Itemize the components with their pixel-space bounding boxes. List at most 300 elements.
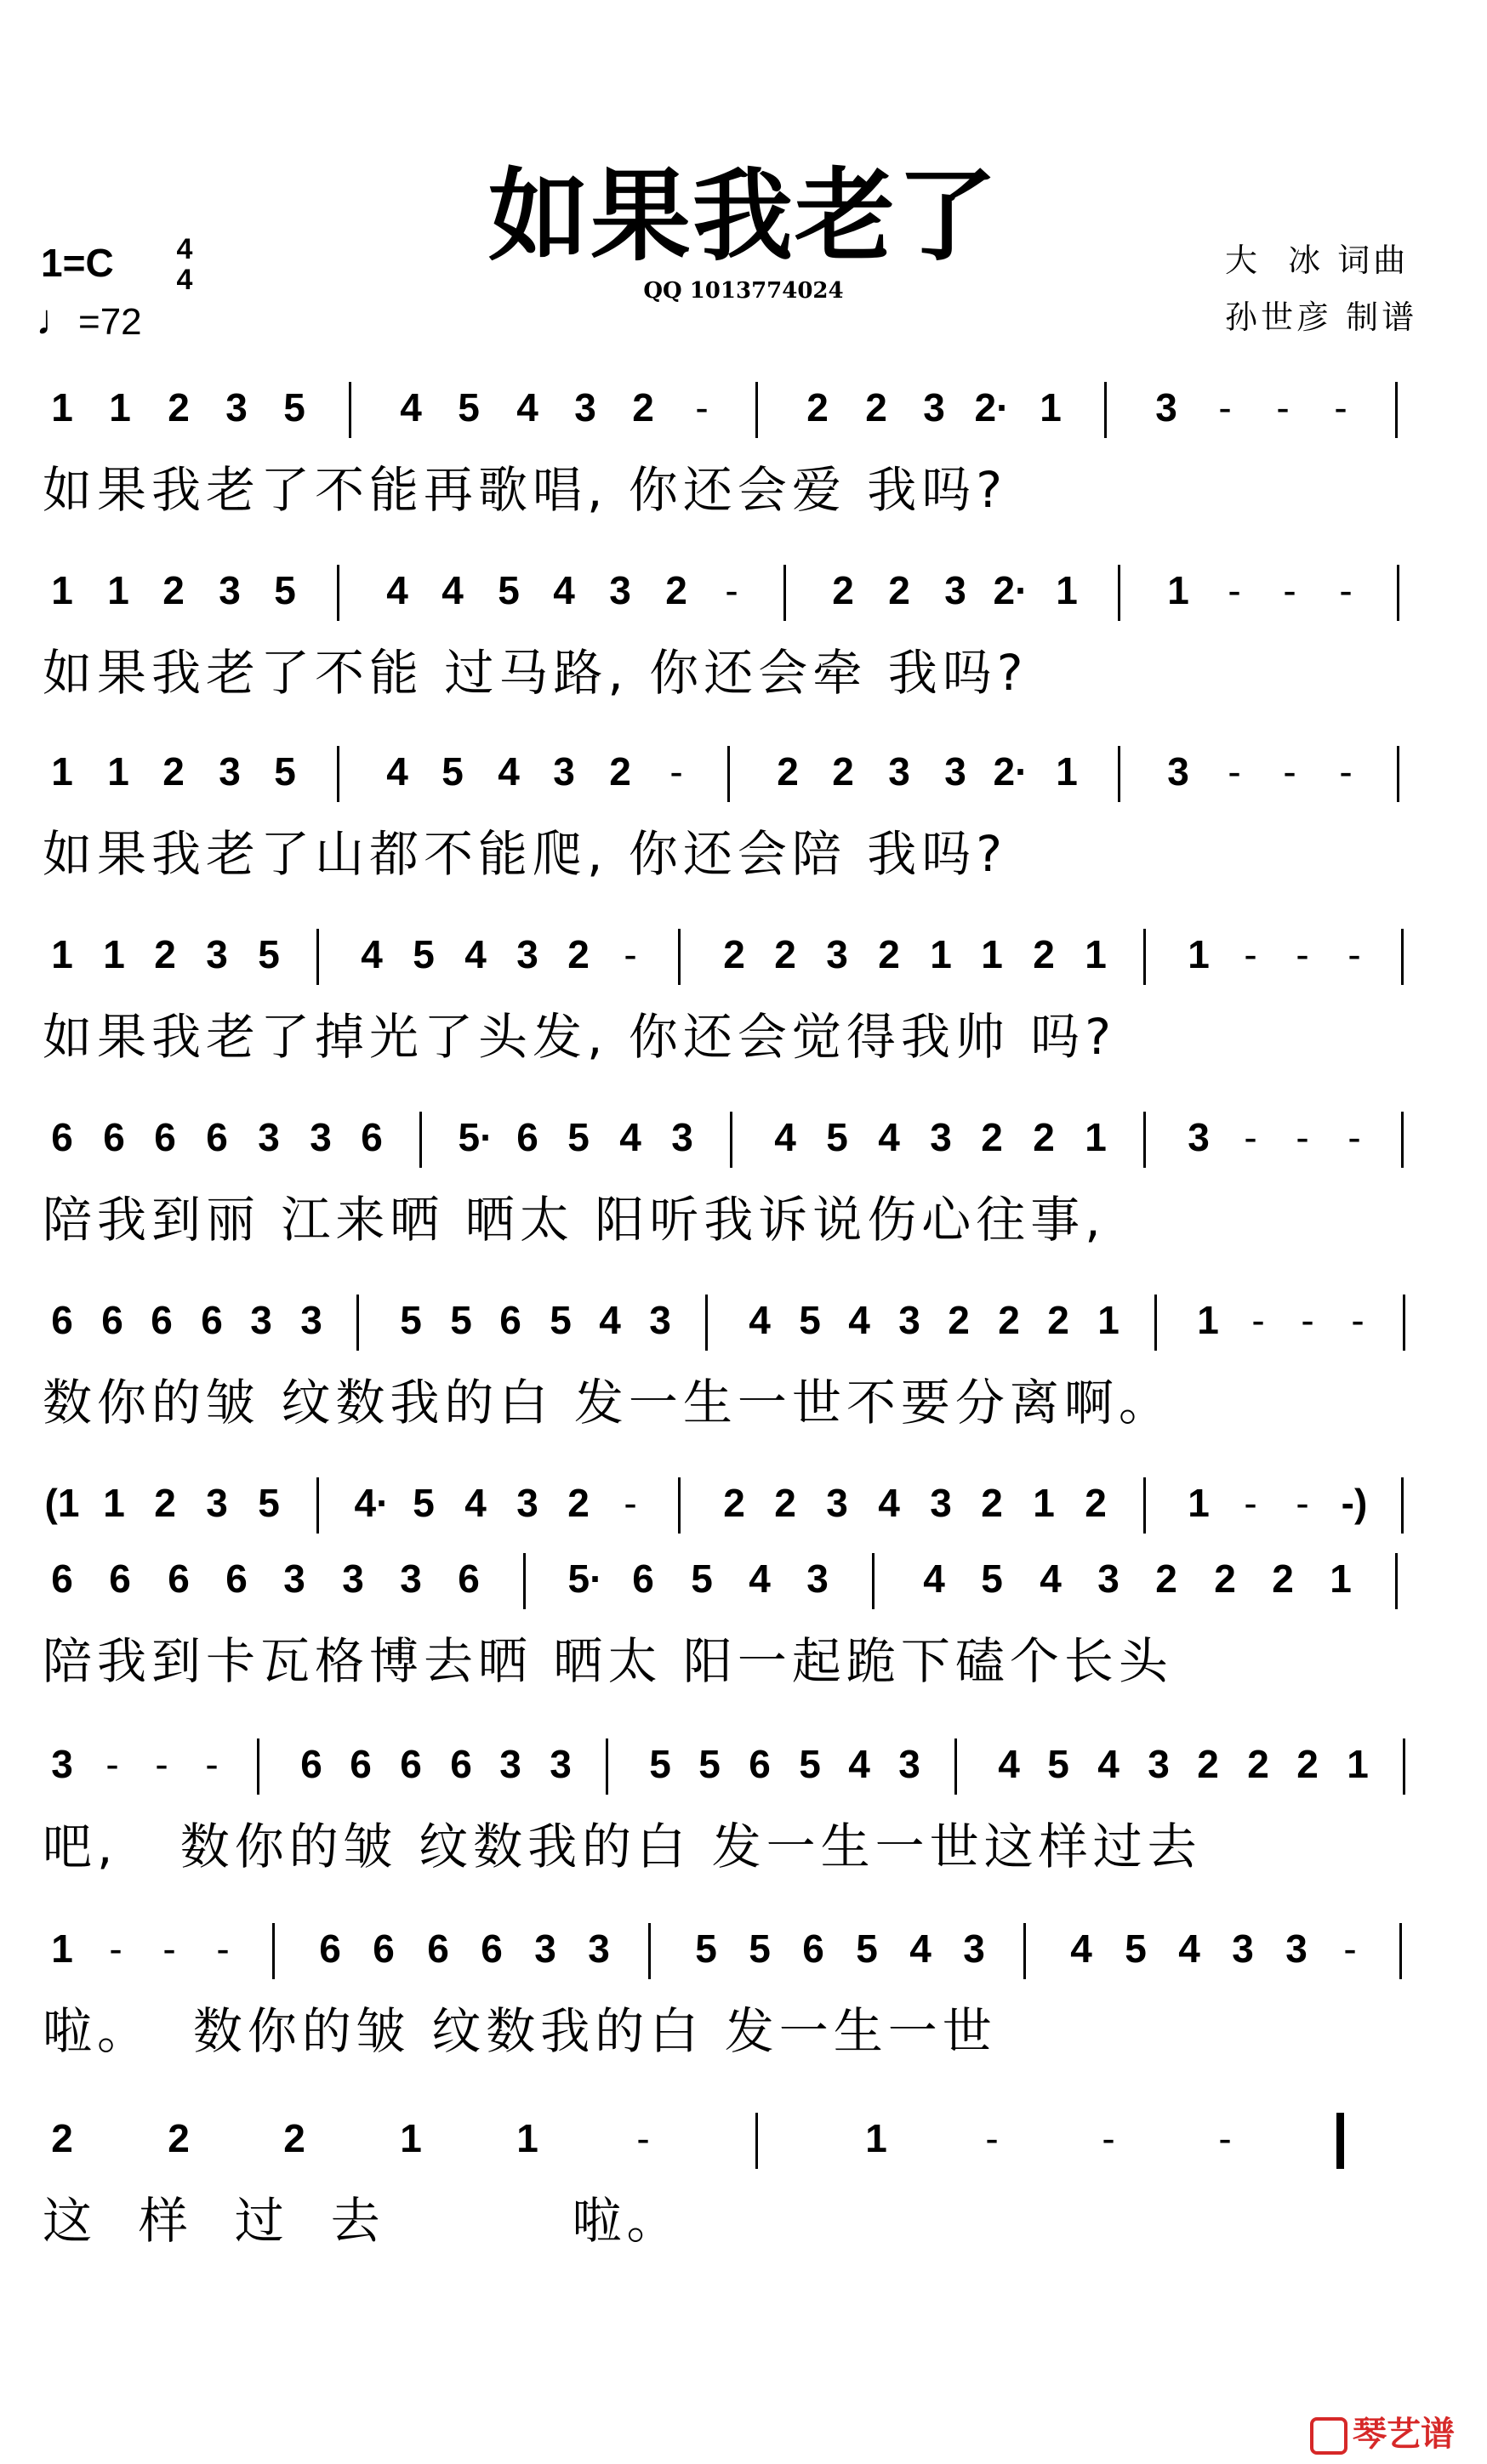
barline bbox=[1399, 1923, 1402, 1979]
barline bbox=[337, 746, 339, 802]
note: 2 bbox=[774, 932, 796, 976]
note: 6 bbox=[350, 1742, 372, 1786]
note: 1 bbox=[1197, 1298, 1219, 1342]
barline bbox=[755, 382, 758, 438]
barline bbox=[954, 1738, 957, 1795]
note: 6 bbox=[168, 1556, 190, 1601]
lyrics-text: 吧, 数你的皱 纹数我的白 发一生一世这样过去 bbox=[43, 1818, 1202, 1875]
note: 5 bbox=[799, 1742, 821, 1786]
note: 3 bbox=[574, 385, 596, 430]
note: 6 bbox=[225, 1556, 248, 1601]
note: 3 bbox=[826, 1481, 848, 1525]
lyrics-text: 如果我老了不能 过马路, 你还会牵 我吗? bbox=[43, 644, 1028, 702]
note: 6 bbox=[373, 1926, 395, 1971]
note: 3 bbox=[806, 1556, 829, 1601]
sustain-dash: - bbox=[624, 932, 637, 976]
note: 5 bbox=[698, 1742, 721, 1786]
sustain-dash: - bbox=[725, 568, 738, 612]
barline bbox=[419, 1112, 422, 1168]
note: 1 bbox=[1033, 1481, 1055, 1525]
note: 5 bbox=[799, 1298, 821, 1342]
sustain-dash: - bbox=[1276, 385, 1290, 430]
note: 1 bbox=[400, 2116, 422, 2160]
note: 6 bbox=[427, 1926, 449, 1971]
barline bbox=[1118, 746, 1120, 802]
note: 1 bbox=[930, 932, 952, 976]
note: 3 bbox=[898, 1298, 920, 1342]
note: 6 bbox=[361, 1115, 383, 1159]
note: 6 bbox=[206, 1115, 228, 1159]
note: 3 bbox=[206, 932, 228, 976]
notes-row bbox=[43, 561, 1472, 629]
note: 6 bbox=[101, 1298, 123, 1342]
notes-row bbox=[43, 378, 1472, 447]
time-signature bbox=[170, 234, 199, 295]
note: 3 bbox=[300, 1298, 322, 1342]
note: 5 bbox=[1047, 1742, 1069, 1786]
note: 5 bbox=[413, 1481, 435, 1525]
barline bbox=[783, 565, 786, 621]
barline bbox=[316, 929, 319, 985]
sustain-dash: - bbox=[695, 385, 709, 430]
note: 3 bbox=[1155, 385, 1177, 430]
note: 2 bbox=[774, 1481, 796, 1525]
note: 4 bbox=[998, 1742, 1020, 1786]
note: 5 bbox=[274, 568, 296, 612]
note: 5 bbox=[413, 932, 435, 976]
barline bbox=[1104, 382, 1107, 438]
note: 5 bbox=[258, 1481, 280, 1525]
note: 6 bbox=[450, 1742, 472, 1786]
note: 4 bbox=[1040, 1556, 1062, 1601]
barline bbox=[1401, 1477, 1404, 1534]
notes-row bbox=[43, 1735, 1472, 1803]
barline bbox=[349, 382, 351, 438]
note: 6 bbox=[458, 1556, 480, 1601]
note: 6 bbox=[201, 1298, 223, 1342]
note: 3 bbox=[553, 749, 575, 794]
note: 1 bbox=[109, 385, 131, 430]
note: 3 bbox=[1232, 1926, 1254, 1971]
note: 3 bbox=[534, 1926, 556, 1971]
barline bbox=[523, 1553, 526, 1609]
note: 1 bbox=[107, 749, 129, 794]
note: 2 bbox=[1155, 1556, 1177, 1601]
tempo-value: =72 bbox=[78, 301, 142, 343]
barline bbox=[1397, 746, 1399, 802]
note: 2 bbox=[51, 2116, 73, 2160]
note: 5 bbox=[567, 1115, 590, 1159]
note: 1 bbox=[51, 749, 73, 794]
note: 2 bbox=[567, 1481, 590, 1525]
note: 1 bbox=[1188, 1481, 1210, 1525]
sustain-dash: - bbox=[1283, 568, 1296, 612]
note: 6 bbox=[749, 1742, 771, 1786]
note: 1 bbox=[51, 1926, 73, 1971]
note: 5 bbox=[856, 1926, 878, 1971]
note: 5 bbox=[826, 1115, 848, 1159]
note: -) bbox=[1341, 1481, 1368, 1525]
final-barline bbox=[1336, 2113, 1344, 2169]
sustain-dash: - bbox=[1339, 749, 1353, 794]
logo-text: 琴艺谱 bbox=[1353, 2415, 1455, 2454]
note: 5 bbox=[1125, 1926, 1147, 1971]
note: 5 bbox=[649, 1742, 671, 1786]
note: 3 bbox=[963, 1926, 985, 1971]
lyrics-row bbox=[43, 2191, 1472, 2259]
note: 2 bbox=[162, 568, 185, 612]
note: 5 bbox=[695, 1926, 717, 1971]
note: 2 bbox=[1247, 1742, 1269, 1786]
note: 2 bbox=[1033, 1115, 1055, 1159]
note: 3 bbox=[550, 1742, 572, 1786]
note: 5 bbox=[749, 1926, 771, 1971]
barline bbox=[1118, 565, 1120, 621]
barline bbox=[678, 1477, 681, 1534]
note: 5 bbox=[274, 749, 296, 794]
barline bbox=[1143, 929, 1146, 985]
note: 3 bbox=[206, 1481, 228, 1525]
lyrics-row bbox=[43, 643, 1472, 711]
note: 2 bbox=[1296, 1742, 1319, 1786]
barline bbox=[257, 1738, 259, 1795]
note: 2 bbox=[1085, 1481, 1107, 1525]
note: 1 bbox=[1040, 385, 1062, 430]
note: 1 bbox=[516, 2116, 538, 2160]
note: 1 bbox=[1167, 568, 1189, 612]
note: 5 bbox=[691, 1556, 713, 1601]
meter-top: 4 bbox=[176, 233, 193, 265]
note: 3 bbox=[516, 932, 538, 976]
note: 4 bbox=[599, 1298, 621, 1342]
notes-row bbox=[43, 1291, 1472, 1359]
notes-row bbox=[43, 2109, 1472, 2177]
note: 4 bbox=[774, 1115, 796, 1159]
note: 6 bbox=[109, 1556, 131, 1601]
note: 2 bbox=[168, 385, 190, 430]
lyrics-row bbox=[43, 1373, 1472, 1441]
note: 1 bbox=[107, 568, 129, 612]
note: 2· bbox=[974, 385, 1010, 430]
lyrics-row bbox=[43, 824, 1472, 892]
note: 2 bbox=[981, 1115, 1003, 1159]
note: 3 bbox=[888, 749, 910, 794]
note: 2 bbox=[998, 1298, 1020, 1342]
song-title: 如果我老了 bbox=[487, 157, 999, 275]
note: 2 bbox=[154, 1481, 176, 1525]
lyrics-row bbox=[43, 460, 1472, 528]
note: 3 bbox=[225, 385, 248, 430]
note: 4 bbox=[878, 1115, 900, 1159]
note: 2 bbox=[665, 568, 687, 612]
note: 1 bbox=[1056, 568, 1078, 612]
note: 3 bbox=[649, 1298, 671, 1342]
barline bbox=[1403, 1295, 1405, 1351]
sustain-dash: - bbox=[1283, 749, 1296, 794]
sustain-dash: - bbox=[669, 749, 683, 794]
notes-row bbox=[43, 1550, 1472, 1618]
lyrics-text: 陪我到卡瓦格博去晒 晒太 阳一起跪下磕个长头 bbox=[43, 1632, 1173, 1690]
sustain-dash: - bbox=[636, 2116, 650, 2160]
credit-lyrics-music: 大 冰 词曲 bbox=[1225, 242, 1410, 279]
barline bbox=[337, 565, 339, 621]
note: 4· bbox=[354, 1481, 390, 1525]
note: 2 bbox=[806, 385, 829, 430]
note: 3 bbox=[51, 1742, 73, 1786]
note: 3 bbox=[219, 568, 241, 612]
note: 2 bbox=[832, 749, 854, 794]
note: 6 bbox=[516, 1115, 538, 1159]
note: 3 bbox=[516, 1481, 538, 1525]
note: 1 bbox=[1347, 1742, 1369, 1786]
note: 5 bbox=[498, 568, 520, 612]
sustain-dash: - bbox=[985, 2116, 999, 2160]
note: 1 bbox=[1056, 749, 1078, 794]
barline bbox=[1401, 929, 1404, 985]
note: 4 bbox=[1097, 1742, 1120, 1786]
notes-row bbox=[43, 743, 1472, 811]
note: 4 bbox=[1178, 1926, 1200, 1971]
lyrics-text: 如果我老了掉光了头发, 你还会觉得我帅 吗? bbox=[43, 1008, 1117, 1066]
tempo-marking bbox=[36, 295, 142, 344]
sustain-dash: - bbox=[205, 1742, 219, 1786]
note: 4 bbox=[749, 1298, 771, 1342]
note: 5 bbox=[981, 1556, 1003, 1601]
sustain-dash: - bbox=[105, 1742, 119, 1786]
lyrics-text: 如果我老了不能再歌唱, 你还会爱 我吗? bbox=[43, 461, 1008, 519]
note: 2 bbox=[723, 932, 745, 976]
note: 1 bbox=[981, 932, 1003, 976]
note: 4 bbox=[498, 749, 520, 794]
sustain-dash: - bbox=[1296, 1115, 1309, 1159]
sustain-dash: - bbox=[624, 1481, 637, 1525]
barline bbox=[727, 746, 730, 802]
note: 4 bbox=[553, 568, 575, 612]
note: 2 bbox=[609, 749, 631, 794]
note: 1 bbox=[1085, 1115, 1107, 1159]
note: 5 bbox=[283, 385, 305, 430]
note: 1 bbox=[103, 1481, 125, 1525]
barline bbox=[316, 1477, 319, 1534]
note: 6 bbox=[802, 1926, 824, 1971]
lyrics-row bbox=[43, 1007, 1472, 1075]
note: 3 bbox=[671, 1115, 693, 1159]
note: 4 bbox=[400, 385, 422, 430]
note: 3 bbox=[923, 385, 945, 430]
note: 1 bbox=[1085, 932, 1107, 976]
note: 2 bbox=[777, 749, 799, 794]
note: 6 bbox=[400, 1742, 422, 1786]
sustain-dash: - bbox=[1347, 932, 1361, 976]
note: (1 bbox=[44, 1481, 80, 1525]
note: 6 bbox=[300, 1742, 322, 1786]
note: 2 bbox=[1272, 1556, 1294, 1601]
note: 3 bbox=[930, 1481, 952, 1525]
note: 3 bbox=[1188, 1115, 1210, 1159]
notes-row bbox=[43, 1108, 1472, 1176]
barline bbox=[678, 929, 681, 985]
lyrics-row bbox=[43, 1190, 1472, 1258]
note: 3 bbox=[499, 1742, 521, 1786]
note: 2· bbox=[993, 568, 1028, 612]
sustain-dash: - bbox=[1339, 568, 1353, 612]
note: 5 bbox=[258, 932, 280, 976]
notes-row bbox=[43, 1920, 1472, 1988]
note: 4 bbox=[464, 1481, 487, 1525]
note: 5 bbox=[450, 1298, 472, 1342]
note: 3 bbox=[944, 568, 966, 612]
note: 3 bbox=[400, 1556, 422, 1601]
sustain-dash: - bbox=[1296, 1481, 1309, 1525]
note: 1 bbox=[1188, 932, 1210, 976]
note: 2 bbox=[888, 568, 910, 612]
note: 3 bbox=[219, 749, 241, 794]
lyrics-row bbox=[43, 2001, 1472, 2069]
note: 4 bbox=[1070, 1926, 1092, 1971]
qq-number: QQ 1013774024 bbox=[643, 278, 844, 304]
note: 2 bbox=[1033, 932, 1055, 976]
barline bbox=[606, 1738, 608, 1795]
sustain-dash: - bbox=[109, 1926, 122, 1971]
note: 4 bbox=[923, 1556, 945, 1601]
barline bbox=[872, 1553, 875, 1609]
note: 6 bbox=[154, 1115, 176, 1159]
note: 4 bbox=[386, 749, 408, 794]
note: 4 bbox=[464, 932, 487, 976]
note: 1 bbox=[51, 385, 73, 430]
sustain-dash: - bbox=[1351, 1298, 1365, 1342]
note: 2 bbox=[723, 1481, 745, 1525]
lyrics-text: 陪我到丽 江来晒 晒太 阳听我诉说伤心往事, bbox=[43, 1191, 1106, 1249]
note: 2 bbox=[865, 385, 887, 430]
note: 6 bbox=[51, 1115, 73, 1159]
sustain-dash: - bbox=[1218, 2116, 1232, 2160]
quarter-note-icon: ♩ bbox=[36, 296, 78, 344]
sustain-dash: - bbox=[1343, 1926, 1357, 1971]
note: 3 bbox=[930, 1115, 952, 1159]
note: 6 bbox=[103, 1115, 125, 1159]
barline bbox=[705, 1295, 708, 1351]
note: 4 bbox=[848, 1298, 870, 1342]
notes-row bbox=[43, 925, 1472, 993]
barline bbox=[755, 2113, 758, 2169]
note: 2 bbox=[1214, 1556, 1236, 1601]
note: 2 bbox=[283, 2116, 305, 2160]
note: 3 bbox=[310, 1115, 332, 1159]
note: 2 bbox=[948, 1298, 970, 1342]
note: 2 bbox=[878, 932, 900, 976]
note: 2 bbox=[1197, 1742, 1219, 1786]
note: 1 bbox=[103, 932, 125, 976]
sustain-dash: - bbox=[1296, 932, 1309, 976]
barline bbox=[648, 1923, 651, 1979]
barline bbox=[1403, 1738, 1405, 1795]
logo-icon bbox=[1310, 2417, 1347, 2455]
barline bbox=[1023, 1923, 1026, 1979]
sustain-dash: - bbox=[1228, 568, 1241, 612]
note: 4 bbox=[848, 1742, 870, 1786]
note: 6 bbox=[481, 1926, 503, 1971]
note: 5 bbox=[458, 385, 480, 430]
note: 3 bbox=[1167, 749, 1189, 794]
sustain-dash: - bbox=[216, 1926, 230, 1971]
note: 4 bbox=[909, 1926, 932, 1971]
lyrics-text: 如果我老了山都不能爬, 你还会陪 我吗? bbox=[43, 825, 1008, 883]
sustain-dash: - bbox=[155, 1742, 168, 1786]
sustain-dash: - bbox=[1244, 1481, 1257, 1525]
note: 3 bbox=[588, 1926, 610, 1971]
barline bbox=[356, 1295, 359, 1351]
note: 3 bbox=[1285, 1926, 1308, 1971]
note: 4 bbox=[749, 1556, 771, 1601]
note: 3 bbox=[258, 1115, 280, 1159]
note: 6 bbox=[51, 1298, 73, 1342]
note: 1 bbox=[1097, 1298, 1120, 1342]
note: 6 bbox=[151, 1298, 173, 1342]
note: 2 bbox=[832, 568, 854, 612]
note: 2 bbox=[1047, 1298, 1069, 1342]
note: 2 bbox=[168, 2116, 190, 2160]
note: 3 bbox=[283, 1556, 305, 1601]
note: 3 bbox=[1148, 1742, 1170, 1786]
barline bbox=[1143, 1112, 1146, 1168]
note: 4 bbox=[619, 1115, 641, 1159]
barline bbox=[1143, 1477, 1146, 1534]
note: 3 bbox=[826, 932, 848, 976]
barline bbox=[1395, 382, 1398, 438]
sustain-dash: - bbox=[162, 1926, 176, 1971]
meter-bottom: 4 bbox=[176, 264, 193, 296]
barline bbox=[1397, 565, 1399, 621]
credit-arranger: 孙世彦 制谱 bbox=[1225, 299, 1418, 336]
lyrics-text: 啦。 数你的皱 纹数我的白 发一生一世 bbox=[43, 2002, 997, 2060]
note: 4 bbox=[442, 568, 464, 612]
site-logo bbox=[1310, 2407, 1455, 2455]
sustain-dash: - bbox=[1334, 385, 1347, 430]
note: 6 bbox=[319, 1926, 341, 1971]
note: 1 bbox=[1330, 1556, 1352, 1601]
note: 2 bbox=[632, 385, 654, 430]
note: 1 bbox=[865, 2116, 887, 2160]
sustain-dash: - bbox=[1251, 1298, 1265, 1342]
barline bbox=[730, 1112, 732, 1168]
barline bbox=[1395, 1553, 1398, 1609]
note: 5· bbox=[567, 1556, 603, 1601]
note: 1 bbox=[51, 568, 73, 612]
note: 6 bbox=[499, 1298, 521, 1342]
note: 6 bbox=[51, 1556, 73, 1601]
barline bbox=[1154, 1295, 1157, 1351]
sustain-dash: - bbox=[1244, 932, 1257, 976]
barline bbox=[272, 1923, 275, 1979]
lyrics-text: 数你的皱 纹数我的白 发一生一世不要分离啊。 bbox=[43, 1374, 1173, 1431]
note: 4 bbox=[878, 1481, 900, 1525]
sustain-dash: - bbox=[1244, 1115, 1257, 1159]
note: 5 bbox=[400, 1298, 422, 1342]
note: 5· bbox=[458, 1115, 493, 1159]
note: 3 bbox=[342, 1556, 364, 1601]
sustain-dash: - bbox=[1347, 1115, 1361, 1159]
note: 4 bbox=[386, 568, 408, 612]
note: 2 bbox=[567, 932, 590, 976]
sustain-dash: - bbox=[1301, 1298, 1314, 1342]
note: 2 bbox=[981, 1481, 1003, 1525]
lyrics-row bbox=[43, 1631, 1472, 1699]
note: 3 bbox=[1097, 1556, 1120, 1601]
note: 3 bbox=[250, 1298, 272, 1342]
note: 1 bbox=[51, 932, 73, 976]
note: 2· bbox=[993, 749, 1028, 794]
